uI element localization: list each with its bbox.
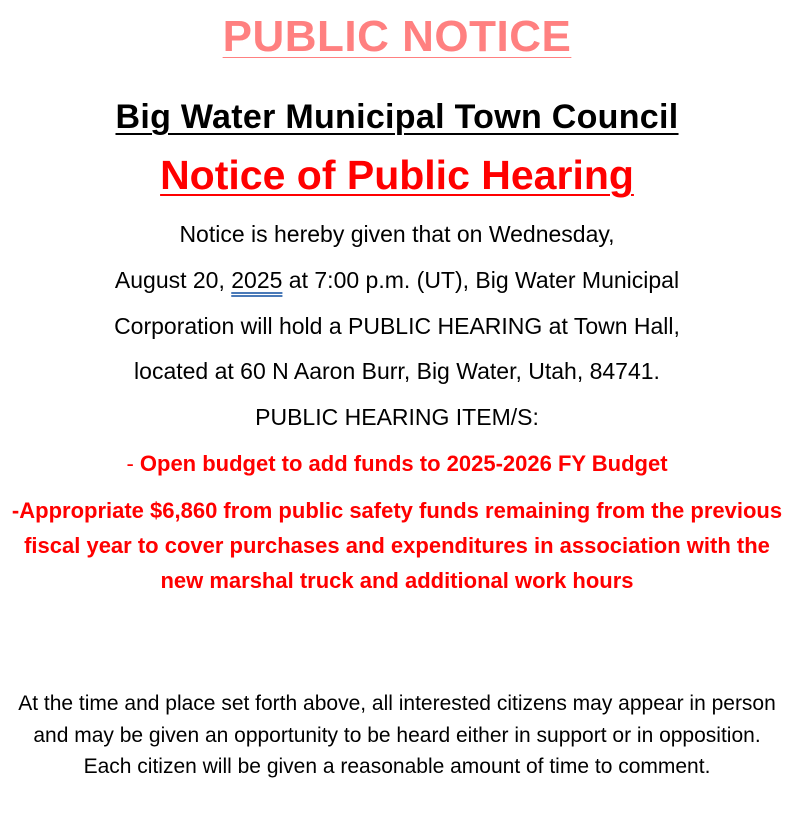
intro-year: 2025	[231, 267, 283, 293]
intro-line-3: Corporation will hold a PUBLIC HEARING at Town Hall,	[114, 313, 680, 339]
closing-paragraph: At the time and place set forth above, all interested citizens may appear in person and may be given an opportunity to be heard either in support or in opposition. Each citizen will be given a reasonable amount of time to comment.	[18, 692, 776, 778]
intro-time: at 7:00 p.m. (UT), Big Water Municipal	[282, 267, 680, 293]
intro-line-1: Notice is hereby given that on Wednesday,	[179, 221, 615, 247]
hearing-item-1	[0, 450, 794, 478]
hearing-item-1-text: Open budget to add funds to 2025-2026 FY Budget	[139, 451, 668, 476]
intro-line-2	[0, 266, 794, 294]
council-name: Big Water Municipal Town Council	[115, 98, 679, 136]
intro-line-4: located at 60 N Aaron Burr, Big Water, Utah, 84741.	[134, 358, 660, 384]
intro-date: August 20,	[114, 267, 232, 293]
notice-heading: PUBLIC NOTICE	[222, 12, 572, 61]
item-dash: -	[126, 451, 140, 476]
items-heading: PUBLIC HEARING ITEM/S:	[255, 404, 539, 430]
hearing-title: Notice of Public Hearing	[160, 152, 634, 198]
hearing-item-2: -Appropriate $6,860 from public safety funds remaining from the previous fiscal year to cover purchases and expenditures in association with the new marshal truck and additional work hours	[11, 498, 783, 593]
